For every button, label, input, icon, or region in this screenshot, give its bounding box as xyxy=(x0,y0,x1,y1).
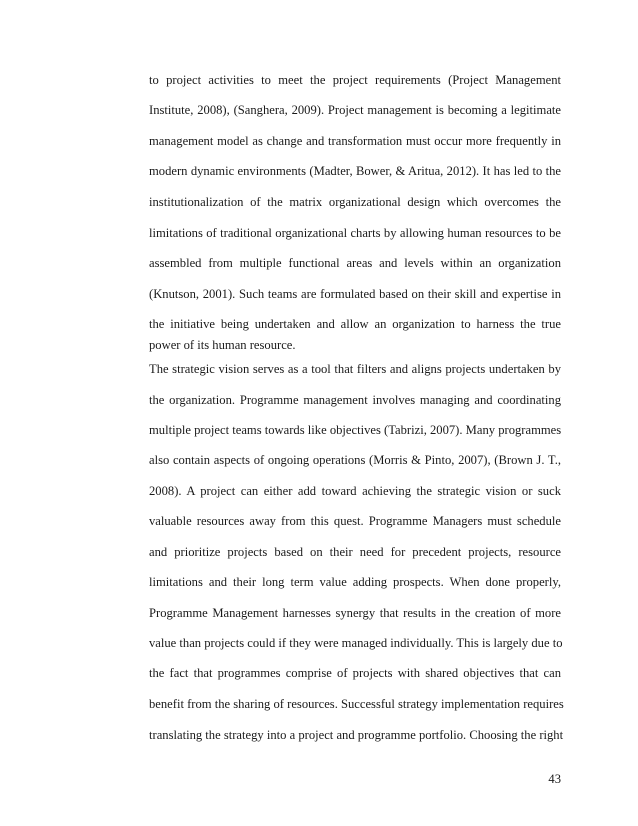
text-line: Programme Management harnesses synergy that results in the creation of more xyxy=(149,606,561,620)
text-line: value than projects could if they were managed individually. This is largely due to xyxy=(149,636,563,650)
text-line: to project activities to meet the project requirements (Project Management xyxy=(149,73,561,87)
text-line: limitations and their long term value adding prospects. When done properly, xyxy=(149,575,561,589)
text-line: valuable resources away from this quest. Programme Managers must schedule xyxy=(149,514,561,528)
text-line: modern dynamic environments (Madter, Bower, & Aritua, 2012). It has led to the xyxy=(149,164,561,178)
text-line: the initiative being undertaken and allow an organization to harness the true xyxy=(149,317,561,331)
text-line: limitations of traditional organizational charts by allowing human resources to be xyxy=(149,226,561,240)
text-line: and prioritize projects based on their need for precedent projects, resource xyxy=(149,545,561,559)
text-line: assembled from multiple functional areas and levels within an organization xyxy=(149,256,561,270)
text-line: management model as change and transformation must occur more frequently in xyxy=(149,134,561,148)
text-line: (Knutson, 2001). Such teams are formulated based on their skill and expertise in xyxy=(149,287,561,301)
text-line: Institute, 2008), (Sanghera, 2009). Project management is becoming a legitimate xyxy=(149,103,561,117)
text-line: power of its human resource. xyxy=(149,338,296,352)
text-line: translating the strategy into a project and programme portfolio. Choosing the right xyxy=(149,728,564,742)
text-line: 2008). A project can either add toward achieving the strategic vision or suck xyxy=(149,484,561,498)
text-line: institutionalization of the matrix organizational design which overcomes the xyxy=(149,195,561,209)
text-line: multiple project teams towards like objectives (Tabrizi, 2007). Many programmes xyxy=(149,423,562,437)
text-line: The strategic vision serves as a tool that filters and aligns projects undertaken by xyxy=(149,362,561,376)
text-line: the fact that programmes comprise of projects with shared objectives that can xyxy=(149,666,561,680)
page-number: 43 xyxy=(548,772,561,786)
text-line: the organization. Programme management involves managing and coordinating xyxy=(149,393,561,407)
text-line: also contain aspects of ongoing operations (Morris & Pinto, 2007), (Brown J. T., xyxy=(149,453,561,467)
text-line: benefit from the sharing of resources. Successful strategy implementation requires xyxy=(149,697,564,711)
